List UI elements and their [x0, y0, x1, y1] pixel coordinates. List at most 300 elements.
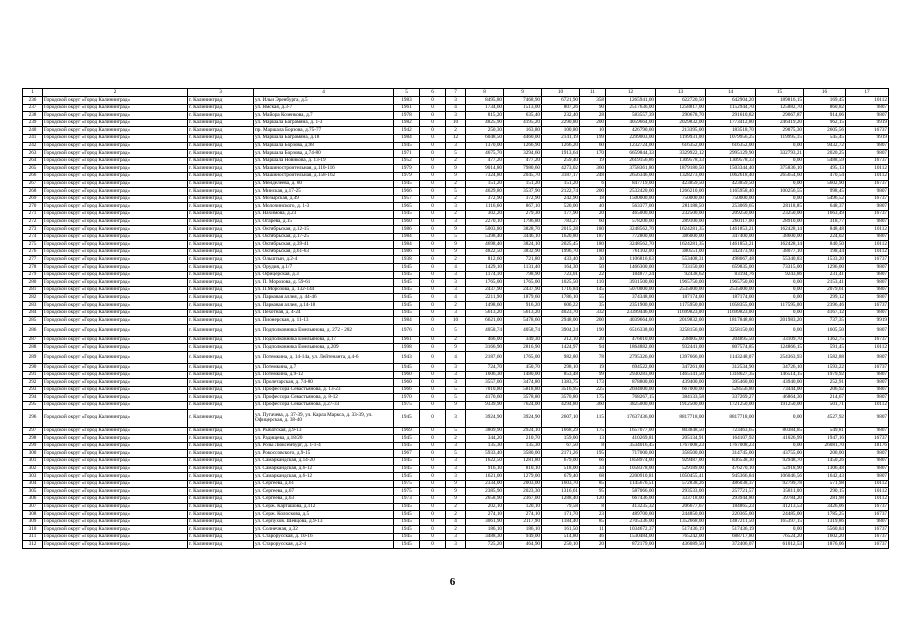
- table-cell: 783,27: [542, 218, 580, 226]
- table-cell: ул. Серпухов. Шевцова, д.9-13: [254, 518, 394, 526]
- table-cell: 220365,00: [706, 511, 756, 519]
- table-cell: 3824,10: [504, 241, 542, 249]
- table-cell: Городской округ «Город Калининград»: [43, 180, 188, 188]
- table-cell: 318,77: [804, 218, 846, 226]
- table-cell: 290678,70: [656, 112, 706, 120]
- table-cell: 90: [580, 104, 606, 112]
- table-cell: 848,48: [804, 226, 846, 234]
- table-cell: 206677,67: [656, 503, 706, 511]
- table-cell: 6721,90: [542, 97, 580, 105]
- table-cell: 553408,31: [656, 256, 706, 264]
- table-cell: 5496,52: [804, 195, 846, 203]
- table-cell: ул. Радищева, д.18/20: [254, 435, 394, 443]
- table-cell: г. Калининград: [188, 457, 254, 465]
- table-cell: 190: [580, 324, 606, 336]
- table-cell: ул. Парковая аллея, д. 44-46: [254, 294, 394, 302]
- table-cell: 2299003,00: [606, 134, 656, 142]
- table-cell: 5: [446, 233, 466, 241]
- table-cell: 242: [23, 142, 43, 150]
- table-cell: 0: [420, 511, 446, 519]
- table-cell: 1945: [394, 526, 420, 534]
- table-cell: Городской округ «Город Калининград»: [43, 371, 188, 379]
- table-cell: 187174,00: [706, 294, 756, 302]
- table-cell: 92948,70: [756, 457, 804, 465]
- table-cell: 292: [23, 379, 43, 387]
- table-cell: 1984: [394, 233, 420, 241]
- table-cell: 0,00: [756, 324, 804, 336]
- table-cell: 733150,00: [656, 264, 706, 272]
- table-cell: ул. Подполковника Емельянова, д.17: [254, 336, 394, 344]
- table-cell: 10112: [846, 248, 889, 256]
- table-cell: Городской округ «Город Калининград»: [43, 195, 188, 203]
- table-cell: 1984: [394, 317, 420, 325]
- table-cell: 1143248,07: [706, 352, 756, 364]
- table-cell: 0: [420, 488, 446, 496]
- table-cell: 1961: [394, 104, 420, 112]
- table-cell: 9807: [846, 450, 889, 458]
- table-cell: 213395,00: [656, 127, 706, 135]
- table-row: [23, 104, 889, 112]
- table-cell: 120,10: [504, 503, 542, 511]
- table-cell: 380551,00: [656, 248, 706, 256]
- table-cell: 2: [446, 336, 466, 344]
- table-cell: г. Калининград: [188, 401, 254, 409]
- table-cell: г. Калининград: [188, 344, 254, 352]
- table-cell: 2948,00: [542, 317, 580, 325]
- table-cell: 0: [420, 157, 446, 165]
- table-cell: 306: [23, 495, 43, 503]
- table-row: [23, 157, 889, 165]
- table-cell: г. Калининград: [188, 371, 254, 379]
- table-cell: 100256,55: [756, 188, 804, 196]
- table-cell: 9807: [846, 309, 889, 317]
- table-cell: 9014,80: [466, 165, 504, 173]
- table-cell: 945366,84: [706, 473, 756, 481]
- table-cell: 4825,90: [466, 119, 504, 127]
- table-cell: ул. Мозырская, д.49: [254, 195, 394, 203]
- table-cell: 0: [420, 480, 446, 488]
- table-cell: 6516338,00: [606, 324, 656, 336]
- table-cell: 162428,14: [756, 226, 804, 234]
- table-cell: 0: [420, 104, 446, 112]
- table-cell: 276: [23, 248, 43, 256]
- table-cell: 0: [420, 409, 446, 427]
- table-cell: 9919: [846, 119, 889, 127]
- table-row: [23, 286, 889, 294]
- table-cell: 853,48: [542, 371, 580, 379]
- table-cell: 238: [23, 112, 43, 120]
- table-cell: 1966: [394, 188, 420, 196]
- table-cell: 302: [23, 465, 43, 473]
- table-cell: г. Калининград: [188, 286, 254, 294]
- table-cell: 1582,88: [804, 352, 846, 364]
- table-cell: 2019832,00: [656, 317, 706, 325]
- table-cell: 3578,80: [504, 394, 542, 402]
- table-row: [23, 241, 889, 249]
- table-cell: 5: [446, 188, 466, 196]
- table-row: [23, 134, 889, 142]
- table-cell: Городской округ «Город Калининград»: [43, 435, 188, 443]
- column-header: 3: [188, 89, 254, 97]
- table-cell: 1765,00: [504, 279, 542, 287]
- table-cell: 281: [23, 286, 43, 294]
- table-cell: г. Калининград: [188, 157, 254, 165]
- table-cell: Городской округ «Город Калининград»: [43, 503, 188, 511]
- table-cell: 265654,60: [756, 172, 804, 180]
- table-cell: 274,10: [466, 511, 504, 519]
- table-cell: 1025,50: [542, 279, 580, 287]
- table-cell: 1328273,00: [656, 172, 706, 180]
- table-cell: 7980,60: [504, 165, 542, 173]
- table-cell: 9: [446, 226, 466, 234]
- table-cell: ул. Маршала Борзова, д.74-80: [254, 150, 394, 158]
- table-row: [23, 518, 889, 526]
- table-cell: ул. Старорусская, д. 10-16: [254, 533, 394, 541]
- table-cell: 9807: [846, 218, 889, 226]
- table-cell: 9919: [846, 134, 889, 142]
- table-cell: 3832,90: [504, 248, 542, 256]
- table-cell: 1767008,23: [656, 442, 706, 450]
- table-cell: 1773412,80: [706, 119, 756, 127]
- table-cell: 17637436,00: [606, 409, 656, 427]
- table-cell: 1734,60: [466, 104, 504, 112]
- table-cell: г. Калининград: [188, 248, 254, 256]
- table-cell: ул. Офицерская, д.3: [254, 271, 394, 279]
- table-row: [23, 386, 889, 394]
- table-cell: 2532420,00: [606, 188, 656, 196]
- table-cell: г. Калининград: [188, 386, 254, 394]
- table-cell: 413235,32: [606, 503, 656, 511]
- table-cell: 4698,40: [466, 241, 504, 249]
- table-cell: 10112: [846, 344, 889, 352]
- table-row: [23, 427, 889, 435]
- table-cell: 1175950,00: [656, 302, 706, 310]
- table-cell: 3924,90: [504, 409, 542, 427]
- table-cell: 1466300,00: [606, 264, 656, 272]
- table-cell: 1864882,00: [606, 344, 656, 352]
- table-cell: 9807: [846, 324, 889, 336]
- table-cell: 0: [420, 324, 446, 336]
- table-cell: ул. Профессора Севастьянова, д. 13-23: [254, 386, 394, 394]
- table-cell: г. Калининград: [188, 473, 254, 481]
- table-cell: 0: [420, 344, 446, 352]
- table-cell: 2: [446, 503, 466, 511]
- table-cell: 423859,50: [656, 180, 706, 188]
- column-header: 12: [606, 89, 656, 97]
- table-cell: 803848,50: [656, 427, 706, 435]
- table-cell: 2385,90: [466, 488, 504, 496]
- table-cell: 10112: [846, 226, 889, 234]
- table-cell: 3924,90: [466, 409, 504, 427]
- table-cell: 3187,17: [542, 172, 580, 180]
- table-cell: Городской округ «Город Калининград»: [43, 233, 188, 241]
- table-cell: 20: [580, 336, 606, 344]
- table-row: [23, 256, 889, 264]
- table-cell: 1265941,00: [606, 97, 656, 105]
- table-cell: Городской округ «Город Калининград»: [43, 317, 188, 325]
- table-cell: 1058378,00: [606, 465, 656, 473]
- table-cell: 4273,02: [542, 165, 580, 173]
- table-cell: 4527,92: [804, 409, 846, 427]
- table-cell: 723463,65: [706, 427, 756, 435]
- table-cell: ул. Маршала Баграмяна, д. 1-3: [254, 119, 394, 127]
- table-cell: 520,00: [542, 203, 580, 211]
- table-cell: 812,60: [466, 256, 504, 264]
- table-cell: 288: [23, 344, 43, 352]
- table-cell: ул. Профессора Севастьянова, д.27-33: [254, 401, 394, 409]
- table-cell: 5: [446, 394, 466, 402]
- table-cell: Городской округ «Город Калининград»: [43, 541, 188, 549]
- table-cell: 0,00: [756, 294, 804, 302]
- table-cell: 115: [580, 409, 606, 427]
- table-cell: 9807: [846, 409, 889, 427]
- table-cell: 2171,26: [542, 450, 580, 458]
- table-cell: г. Калининград: [188, 511, 254, 519]
- table-cell: 67,50: [542, 442, 580, 450]
- table-cell: 3580,00: [504, 450, 542, 458]
- table-cell: 1945: [394, 465, 420, 473]
- table-cell: 1879,60: [504, 294, 542, 302]
- table-cell: 333718,00: [656, 495, 706, 503]
- table-cell: 252,91: [804, 379, 846, 387]
- table-cell: г. Калининград: [188, 409, 254, 427]
- table-cell: 4058,74: [504, 324, 542, 336]
- table-cell: г. Калининград: [188, 279, 254, 287]
- table-cell: 282: [23, 294, 43, 302]
- table-cell: 337269,27: [706, 394, 756, 402]
- table-cell: 302,20: [466, 210, 504, 218]
- table-cell: Городской округ «Город Калининград»: [43, 142, 188, 150]
- table-cell: 304: [23, 480, 43, 488]
- table-cell: 518,00: [542, 465, 580, 473]
- table-row: [23, 180, 889, 188]
- table-cell: 19: [580, 157, 606, 165]
- table-cell: Городской округ «Город Калининград»: [43, 218, 188, 226]
- table-cell: 299,12: [804, 294, 846, 302]
- table-row: [23, 165, 889, 173]
- table-cell: 470,54: [804, 172, 846, 180]
- table-cell: 1116,60: [466, 203, 504, 211]
- table-cell: 486038,37: [706, 480, 756, 488]
- table-cell: 1786,10: [542, 294, 580, 302]
- table-cell: 284: [23, 309, 43, 317]
- table-cell: 18: [580, 195, 606, 203]
- table-cell: 2396,46: [804, 302, 846, 310]
- table-row: [23, 488, 889, 496]
- table-cell: 679,00: [542, 457, 580, 465]
- table-cell: 135,30: [466, 442, 504, 450]
- table-cell: 1952: [394, 157, 420, 165]
- table-cell: 1461853,21: [706, 226, 756, 234]
- table-cell: 3: [446, 465, 466, 473]
- table-cell: 283: [23, 302, 43, 310]
- table-cell: 642904,20: [706, 97, 756, 105]
- table-row: [23, 210, 889, 218]
- table-cell: 200: [580, 119, 606, 127]
- table-cell: 16737: [846, 336, 889, 344]
- table-cell: 236: [23, 97, 43, 105]
- table-cell: 106046,56: [756, 473, 804, 481]
- table-cell: 5003,80: [466, 226, 504, 234]
- table-row: [23, 188, 889, 196]
- table-row: [23, 344, 889, 352]
- table-cell: 311: [23, 533, 43, 541]
- table-cell: 1606,30: [466, 371, 504, 379]
- table-cell: 2020,25: [804, 150, 846, 158]
- table-cell: 1232724,00: [606, 142, 656, 150]
- column-header: 10: [542, 89, 580, 97]
- table-cell: 489700,00: [606, 511, 656, 519]
- table-cell: 9807: [846, 233, 889, 241]
- table-cell: 1986: [394, 226, 420, 234]
- table-cell: 99: [580, 371, 606, 379]
- table-cell: 2437,90: [504, 286, 542, 294]
- table-row: [23, 495, 889, 503]
- table-cell: 250,10: [542, 541, 580, 549]
- table-cell: г. Калининград: [188, 352, 254, 364]
- table-cell: 2619156,86: [606, 157, 656, 165]
- table-cell: 254363,93: [756, 352, 804, 364]
- table-cell: 278: [23, 264, 43, 272]
- table-cell: г. Калининград: [188, 112, 254, 120]
- table-cell: 1306,48: [804, 465, 846, 473]
- table-cell: 180: [580, 241, 606, 249]
- table-cell: Городской округ «Город Калининград»: [43, 279, 188, 287]
- table-cell: г. Калининград: [188, 203, 254, 211]
- table-cell: г. Калининград: [188, 442, 254, 450]
- table-cell: 3474,80: [504, 379, 542, 387]
- table-cell: 8817718,00: [706, 409, 756, 427]
- table-row: [23, 526, 889, 534]
- table-cell: 4629,80: [466, 188, 504, 196]
- table-cell: г. Калининград: [188, 218, 254, 226]
- table-cell: 202,10: [466, 503, 504, 511]
- table-cell: 6: [580, 180, 606, 188]
- table-cell: 24485,00: [756, 511, 804, 519]
- table-cell: 0,00: [756, 157, 804, 165]
- table-cell: 3: [446, 309, 466, 317]
- table-row: [23, 172, 889, 180]
- table-cell: 267: [23, 180, 43, 188]
- table-cell: 151,20: [542, 180, 580, 188]
- table-cell: 878800,00: [606, 379, 656, 387]
- table-row: [23, 442, 889, 450]
- table-cell: 3: [446, 371, 466, 379]
- table-cell: 1969: [394, 427, 420, 435]
- table-cell: 0: [420, 294, 446, 302]
- table-cell: ул. Потемкина, д.7: [254, 364, 394, 372]
- table-cell: 312: [23, 541, 43, 549]
- table-cell: 9919: [846, 317, 889, 325]
- table-cell: 1913,64: [542, 150, 580, 158]
- table-row: [23, 248, 889, 256]
- table-cell: 277: [23, 256, 43, 264]
- table-cell: Городской округ «Город Калининград»: [43, 309, 188, 317]
- table-cell: 9807: [846, 279, 889, 287]
- table-cell: 0: [420, 473, 446, 481]
- table-cell: 7324,80: [466, 172, 504, 180]
- table-cell: 10112: [846, 241, 889, 249]
- table-cell: 501,71: [804, 401, 846, 409]
- table-cell: 214,67: [804, 394, 846, 402]
- table-cell: 750000,00: [706, 195, 756, 203]
- table-cell: 2117,90: [504, 518, 542, 526]
- table-cell: 1145676,51: [606, 480, 656, 488]
- column-header: 17: [846, 89, 889, 97]
- table-row: [23, 150, 889, 158]
- table-cell: 347261,00: [656, 364, 706, 372]
- table-cell: 164,30: [542, 264, 580, 272]
- table-cell: 0: [420, 352, 446, 364]
- table-cell: 268: [23, 188, 43, 196]
- table-cell: г. Калининград: [188, 394, 254, 402]
- table-cell: 293533,00: [656, 488, 706, 496]
- table-cell: 1970: [394, 394, 420, 402]
- table-cell: 3: [446, 286, 466, 294]
- table-cell: 293: [23, 386, 43, 394]
- table-cell: 20: [580, 541, 606, 549]
- table-cell: Городской округ «Город Калининград»: [43, 450, 188, 458]
- table-cell: 807,26: [542, 104, 580, 112]
- table-row: [23, 336, 889, 344]
- table-cell: 1620,80: [542, 233, 580, 241]
- table-cell: 9243,86: [756, 271, 804, 279]
- table-cell: 477,20: [504, 157, 542, 165]
- table-cell: 0,00: [756, 180, 804, 188]
- table-cell: 7010,80: [466, 386, 504, 394]
- table-cell: 9: [446, 172, 466, 180]
- table-cell: 281188,50: [656, 203, 706, 211]
- table-cell: 309: [23, 518, 43, 526]
- table-cell: г. Калининград: [188, 241, 254, 249]
- table-cell: 4: [446, 352, 466, 364]
- table-cell: г. Калининград: [188, 142, 254, 150]
- table-cell: 0: [420, 394, 446, 402]
- table-cell: 3258150,00: [706, 324, 756, 336]
- table-cell: 253069,65: [706, 203, 756, 211]
- table-cell: г. Калининград: [188, 480, 254, 488]
- table-cell: 79,58: [542, 503, 580, 511]
- table-cell: 358500,00: [656, 450, 706, 458]
- table-row: [23, 294, 889, 302]
- table-cell: ул. Октябрьская, д.61-63: [254, 248, 394, 256]
- table-cell: 688717,80: [706, 533, 756, 541]
- table-cell: 0: [420, 541, 446, 549]
- table-cell: 3516,95: [542, 386, 580, 394]
- table-cell: 16737: [846, 256, 889, 264]
- table-cell: ул. Пролетарская, д. 74-80: [254, 379, 394, 387]
- table-cell: 10112: [846, 488, 889, 496]
- table-row: [23, 352, 889, 364]
- table-cell: 275: [23, 241, 43, 249]
- page-number: 6: [449, 576, 456, 588]
- table-cell: Городской округ «Город Калининград»: [43, 324, 188, 336]
- table-cell: 1947,16: [804, 435, 846, 443]
- table-cell: 1986: [394, 248, 420, 256]
- column-header: 2: [43, 89, 188, 97]
- table-cell: 9807: [846, 112, 889, 120]
- table-cell: 175: [580, 394, 606, 402]
- table-cell: 694522,00: [606, 364, 656, 372]
- table-cell: 606,22: [542, 302, 580, 310]
- table-cell: Городской округ «Город Калининград»: [43, 150, 188, 158]
- table-cell: 29875,30: [756, 127, 804, 135]
- table-cell: 35: [580, 302, 606, 310]
- table-cell: 667436,00: [606, 495, 656, 503]
- table-cell: 2: [446, 435, 466, 443]
- table-row: [23, 226, 889, 234]
- table-cell: 290,15: [804, 488, 846, 496]
